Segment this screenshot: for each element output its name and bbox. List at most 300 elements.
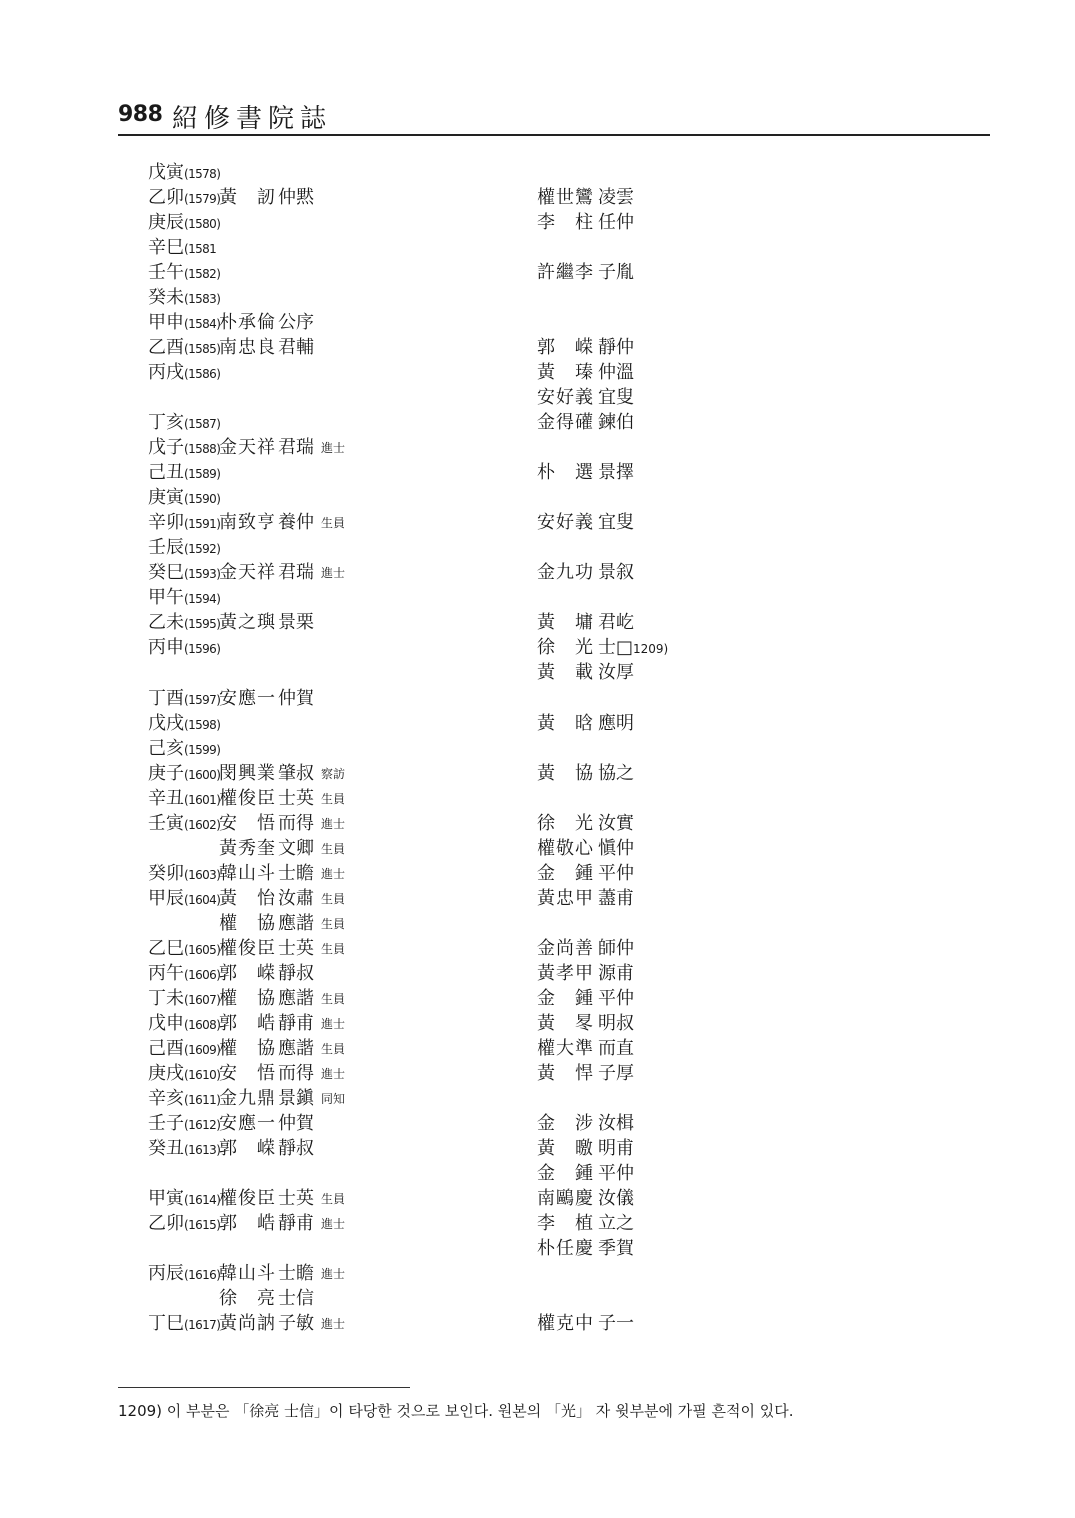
roster-row [0,210,1075,235]
year-ganji: 丁未 [148,988,184,1009]
right-name: 黃 瑧 [537,362,594,383]
right-style-text: 子胤 [598,262,634,283]
left-name: 黃 訒 [219,187,276,208]
year-number: (1613) [184,1143,221,1157]
roster-row [0,585,1075,610]
year-number: (1616) [184,1268,221,1282]
year-number: (1591) [184,517,221,531]
year-cell [148,961,220,988]
left-name: 黃尚訥 [219,1313,276,1334]
right-style-name [598,811,634,838]
left-title: 生員 [321,917,346,931]
year-ganji: 甲申 [148,312,184,333]
year-ganji: 丁酉 [148,688,184,709]
year-cell [148,1086,220,1113]
roster-row [0,1036,1075,1061]
right-style-text: 平仲 [598,1163,634,1184]
year-cell [148,1211,220,1238]
left-style-name: 養仲 [278,512,314,533]
roster-row [0,1011,1075,1036]
left-name: 南致亨 [219,512,276,533]
year-cell [148,435,220,462]
right-style-text: 任仲 [598,212,634,233]
footnote: 1209) 이 부분은 「徐亮 士信」이 타당한 것으로 보인다. 원본의 「光」 자 윗부분에 가필 흔적이 있다. [118,1402,794,1420]
roster-row [0,986,1075,1011]
left-name: 郭 峼 [219,1213,276,1234]
right-style-name [598,711,634,738]
year-ganji: 丙辰 [148,1263,184,1284]
roster-row [0,911,1075,936]
year-cell [148,510,220,537]
year-number: (1592) [184,542,221,556]
left-title: 進士 [321,1067,346,1081]
left-style-name: 應諧 [278,988,314,1009]
year-ganji: 癸丑 [148,1138,184,1159]
year-cell [148,736,220,763]
year-number: (1600) [184,768,221,782]
year-number: (1615) [184,1218,221,1232]
roster-row [0,1311,1075,1336]
year-cell [148,410,220,437]
left-name: 郭 峼 [219,1013,276,1034]
year-number: (1605) [184,943,221,957]
year-number: (1586) [184,367,221,381]
year-ganji: 壬寅 [148,813,184,834]
left-title: 進士 [321,441,346,455]
year-number: (1595) [184,617,221,631]
year-ganji: 癸未 [148,287,184,308]
year-ganji: 己亥 [148,738,184,759]
year-number: (1584) [184,317,221,331]
year-ganji: 乙卯 [148,1213,184,1234]
right-style-name [598,836,634,863]
roster-row [0,1286,1075,1311]
right-style-text: 汝厚 [598,662,634,683]
right-style-name [598,385,634,412]
right-style-name [598,210,634,237]
roster-row [0,185,1075,210]
year-ganji: 戊戌 [148,713,184,734]
page-number: 988 [118,102,163,127]
year-number: (1587) [184,417,221,431]
left-style-name: 而得 [278,1063,314,1084]
right-name: 安好義 [537,387,594,408]
left-style-name: 仲賀 [278,1113,314,1134]
year-number: (1582) [184,267,221,281]
left-title: 生員 [321,842,346,856]
year-cell [148,535,220,562]
year-cell [148,811,220,838]
left-style-name: 君輔 [278,337,314,358]
left-style-name: 景鎭 [278,1088,314,1109]
left-style-name: 士瞻 [278,1263,314,1284]
left-style-name: 景栗 [278,612,314,633]
roster-row [0,761,1075,786]
year-ganji: 壬子 [148,1113,184,1134]
year-ganji: 辛亥 [148,1088,184,1109]
left-style-name: 士瞻 [278,863,314,884]
roster-row [0,836,1075,861]
right-name: 金得礶 [537,412,594,433]
left-name: 權 協 [219,988,276,1009]
left-title: 進士 [321,1217,346,1231]
year-number: (1579) [184,192,221,206]
year-ganji: 乙卯 [148,187,184,208]
year-number: (1608) [184,1018,221,1032]
roster-row [0,335,1075,360]
roster-row [0,961,1075,986]
right-style-text: 源甫 [598,963,634,984]
roster-row [0,485,1075,510]
year-ganji: 戊寅 [148,162,184,183]
right-style-text: 士□ [598,637,634,658]
left-style-name: 汝肅 [278,888,314,909]
right-style-text: 明甫 [598,1138,634,1159]
roster-row [0,861,1075,886]
year-cell [148,1311,220,1338]
left-name: 安應一 [219,688,276,709]
right-name: 權克中 [537,1313,594,1334]
right-name: 金九功 [537,562,594,583]
right-name: 黃 墉 [537,612,594,633]
left-title: 生員 [321,516,346,530]
year-ganji: 丁巳 [148,1313,184,1334]
left-style-name: 士英 [278,938,314,959]
right-name: 郭 嵘 [537,337,594,358]
roster-row [0,711,1075,736]
right-style-text: 協之 [598,763,634,784]
right-name: 徐 光 [537,637,594,658]
year-number: (1597) [184,693,221,707]
left-style-name: 君瑞 [278,437,314,458]
right-style-name [598,260,634,287]
year-cell [148,711,220,738]
year-cell [148,1261,220,1288]
roster-row [0,1061,1075,1086]
right-name: 黃 協 [537,763,594,784]
right-style-name [598,335,634,362]
year-cell [148,610,220,637]
roster-row [0,360,1075,385]
right-style-name [598,1011,634,1038]
right-style-text: 子厚 [598,1063,634,1084]
year-ganji: 乙巳 [148,938,184,959]
left-style-name: 應諧 [278,1038,314,1059]
roster-row [0,1086,1075,1111]
left-style-name: 靜甫 [278,1013,314,1034]
right-style-text: 應明 [598,713,634,734]
right-style-name [598,1136,634,1163]
roster-row [0,460,1075,485]
right-style-name [598,886,634,913]
right-style-name [598,1186,634,1213]
left-title: 生員 [321,992,346,1006]
year-number: (1583) [184,292,221,306]
year-ganji: 庚戌 [148,1063,184,1084]
year-number: (1606) [184,968,221,982]
right-style-text: 鍊伯 [598,412,634,433]
right-style-name [598,1311,634,1338]
year-cell [148,210,220,237]
left-style-name: 士信 [278,1288,314,1309]
year-ganji: 癸巳 [148,562,184,583]
roster-row [0,260,1075,285]
right-style-text: 凌雲 [598,187,634,208]
left-style-name: 肇叔 [278,763,314,784]
left-name: 南忠良 [219,337,276,358]
right-style-text: 靜仲 [598,337,634,358]
right-style-text: 立之 [598,1213,634,1234]
left-name: 安應一 [219,1113,276,1134]
right-style-name [598,986,634,1013]
left-style-name: 靜叔 [278,1138,314,1159]
year-number: (1607) [184,993,221,1007]
roster-row [0,635,1075,660]
left-title: 生員 [321,892,346,906]
year-number: (1590) [184,492,221,506]
right-name: 安好義 [537,512,594,533]
left-style-name: 文卿 [278,838,314,859]
year-number: (1617) [184,1318,221,1332]
left-style-name: 仲賀 [278,688,314,709]
left-style-name: 仲黙 [278,187,314,208]
right-name: 金 鍾 [537,988,594,1009]
left-title: 進士 [321,1017,346,1031]
roster-row [0,811,1075,836]
left-title: 同知 [321,1092,346,1106]
roster-row [0,1236,1075,1261]
year-cell [148,260,220,287]
year-cell [148,360,220,387]
right-style-text: 宜叟 [598,387,634,408]
right-style-name [598,510,634,537]
roster-row [0,786,1075,811]
year-cell [148,160,220,187]
left-name: 權俊臣 [219,1188,276,1209]
year-ganji: 甲寅 [148,1188,184,1209]
left-style-name: 子敏 [278,1313,314,1334]
right-name: 許繼李 [537,262,594,283]
roster-row [0,610,1075,635]
right-style-name [598,961,634,988]
left-name: 黃 怡 [219,888,276,909]
year-cell [148,485,220,512]
year-number: (1580) [184,217,221,231]
year-ganji: 辛丑 [148,788,184,809]
year-ganji: 辛巳 [148,237,184,258]
year-number: (1610) [184,1068,221,1082]
left-name: 安 悟 [219,1063,276,1084]
right-name: 李 柱 [537,212,594,233]
roster-row [0,660,1075,685]
year-number: (1611) [184,1093,221,1107]
right-style-name [598,610,634,637]
year-number: (1581 [184,242,217,256]
year-number: (1594) [184,592,221,606]
roster-row [0,385,1075,410]
left-name: 朴承倫 [219,312,276,333]
left-title: 察訪 [321,767,346,781]
left-name: 黃秀奎 [219,838,276,859]
right-style-name [598,761,634,788]
year-cell [148,560,220,587]
right-name: 黃 㫡 [537,1013,594,1034]
year-cell [148,886,220,913]
right-name: 黃 曒 [537,1138,594,1159]
year-cell [148,310,220,337]
left-title: 進士 [321,1267,346,1281]
year-number: (1596) [184,642,221,656]
left-name: 安 悟 [219,813,276,834]
left-name: 金天祥 [219,562,276,583]
roster-row [0,235,1075,260]
year-ganji: 丙午 [148,963,184,984]
roster-row [0,1211,1075,1236]
roster-row [0,1186,1075,1211]
year-cell [148,235,216,262]
right-style-text: 仲溫 [598,362,634,383]
roster-row [0,535,1075,560]
roster-row [0,936,1075,961]
year-number: (1604) [184,893,221,907]
year-ganji: 丙戌 [148,362,184,383]
year-cell [148,1011,220,1038]
left-title: 生員 [321,792,346,806]
right-name: 南鷗慶 [537,1188,594,1209]
right-style-name [598,1236,634,1263]
year-ganji: 庚寅 [148,487,184,508]
year-number: (1589) [184,467,221,481]
left-style-name: 靜甫 [278,1213,314,1234]
year-cell [148,986,220,1013]
right-name: 李 植 [537,1213,594,1234]
left-title: 進士 [321,817,346,831]
left-title: 進士 [321,867,346,881]
roster-row [0,510,1075,535]
left-style-name: 而得 [278,813,314,834]
year-ganji: 己酉 [148,1038,184,1059]
year-cell [148,1111,220,1138]
year-number: (1588) [184,442,221,456]
roster-row [0,310,1075,335]
year-number: (1614) [184,1193,221,1207]
roster-row [0,435,1075,460]
roster-row [0,1261,1075,1286]
year-number: (1612) [184,1118,221,1132]
right-name: 黃忠甲 [537,888,594,909]
left-name: 金天祥 [219,437,276,458]
roster-row [0,886,1075,911]
year-cell [148,761,220,788]
year-cell [148,185,220,212]
year-cell [148,1186,220,1213]
left-name: 韓山斗 [219,863,276,884]
left-style-name: 靜叔 [278,963,314,984]
right-name: 金 涉 [537,1113,594,1134]
right-name: 朴任慶 [537,1238,594,1259]
right-style-name [598,861,634,888]
year-ganji: 壬午 [148,262,184,283]
right-style-text: 景叙 [598,562,634,583]
roster-row [0,285,1075,310]
right-name: 權世鸞 [537,187,594,208]
right-name: 朴 選 [537,462,594,483]
year-number: (1603) [184,868,221,882]
right-style-text: 君屹 [598,612,634,633]
year-cell [148,335,220,362]
roster-row [0,1111,1075,1136]
year-ganji: 戊子 [148,437,184,458]
left-title: 進士 [321,566,346,580]
left-name: 黃之璵 [219,612,276,633]
left-title: 生員 [321,1192,346,1206]
year-ganji: 己丑 [148,462,184,483]
roster-row [0,1136,1075,1161]
left-style-name: 公序 [278,312,314,333]
year-ganji: 戊申 [148,1013,184,1034]
right-style-name [598,360,634,387]
roster-row [0,160,1075,185]
year-ganji: 乙酉 [148,337,184,358]
left-title: 生員 [321,1042,346,1056]
right-name: 黃 悍 [537,1063,594,1084]
year-cell [148,285,220,312]
year-number: (1578) [184,167,221,181]
right-style-name [598,635,668,662]
right-style-name [598,410,634,437]
year-ganji: 庚子 [148,763,184,784]
year-cell [148,585,220,612]
left-title: 生員 [321,942,346,956]
left-style-name: 士英 [278,788,314,809]
right-style-text: 平仲 [598,988,634,1009]
left-name: 韓山斗 [219,1263,276,1284]
year-number: (1609) [184,1043,221,1057]
footnote-rule [118,1387,410,1388]
left-name: 權 協 [219,1038,276,1059]
year-ganji: 庚辰 [148,212,184,233]
year-cell [148,861,220,888]
year-number: (1598) [184,718,221,732]
right-name: 黃 載 [537,662,594,683]
right-name: 黃孝甲 [537,963,594,984]
year-cell [148,635,220,662]
right-style-name [598,1111,634,1138]
right-name: 徐 光 [537,813,594,834]
right-style-text: 汝楫 [598,1113,634,1134]
right-name: 黃 晗 [537,713,594,734]
footnote-marker: 1209) [633,642,669,656]
right-style-text: 宜叟 [598,512,634,533]
right-style-name [598,560,634,587]
left-name: 閔興業 [219,763,276,784]
year-ganji: 甲午 [148,587,184,608]
right-style-name [598,660,634,687]
right-style-text: 師仲 [598,938,634,959]
right-style-text: 而直 [598,1038,634,1059]
right-style-name [598,1161,634,1188]
right-style-name [598,1036,634,1063]
book-title: 紹修書院誌 [172,104,333,134]
left-name: 郭 嵘 [219,1138,276,1159]
year-cell [148,460,220,487]
roster-row [0,686,1075,711]
year-cell [148,786,220,813]
year-ganji: 甲辰 [148,888,184,909]
right-name: 金 鍾 [537,863,594,884]
year-ganji: 丙申 [148,637,184,658]
year-number: (1593) [184,567,221,581]
